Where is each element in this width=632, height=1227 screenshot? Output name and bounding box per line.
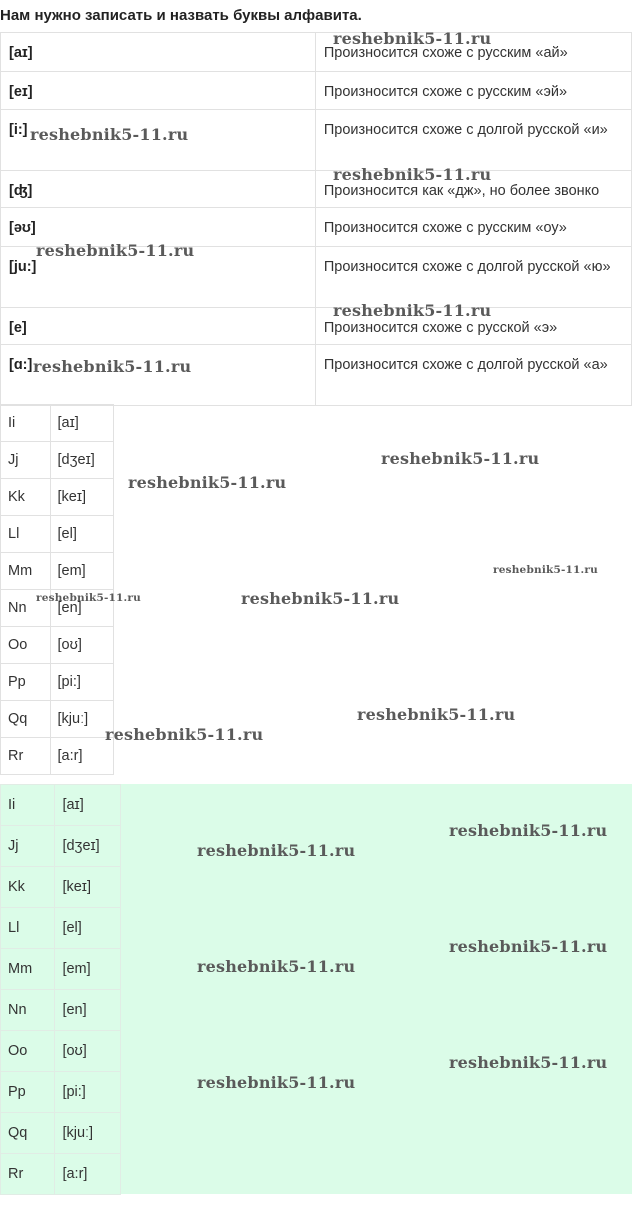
letters-table-plain: [0, 404, 114, 775]
sound-symbol: [aɪ]: [1, 33, 316, 72]
transcription-cell: [aɪ]: [55, 785, 121, 826]
transcription-cell: [aɪ]: [50, 405, 113, 442]
sound-description: Произносится схоже с русским «ай»: [315, 33, 631, 72]
table-row: [1, 949, 121, 990]
transcription-cell: [em]: [55, 949, 121, 990]
watermark: reshebnik5-11.ru: [36, 592, 141, 604]
watermark: reshebnik5-11.ru: [30, 125, 189, 144]
sound-description: Произносится схоже с долгой русской «ю»: [315, 247, 631, 308]
watermark: reshebnik5-11.ru: [449, 937, 608, 956]
table-row: [1, 867, 121, 908]
watermark: reshebnik5-11.ru: [333, 301, 492, 320]
transcription-cell: [pi:]: [50, 664, 113, 701]
table-row: [1, 701, 114, 738]
table-row: [1, 308, 632, 345]
sound-description: Произносится схоже с долгой русской «и»: [315, 110, 631, 171]
table-row: [1, 72, 632, 110]
watermark: reshebnik5-11.ru: [381, 449, 540, 468]
table-row: [1, 553, 114, 590]
watermark: reshebnik5-11.ru: [241, 589, 400, 608]
table-row: [1, 516, 114, 553]
sound-description: Произносится схоже с русским «эй»: [315, 72, 631, 110]
table-row: [1, 442, 114, 479]
watermark: reshebnik5-11.ru: [197, 957, 356, 976]
watermark: reshebnik5-11.ru: [36, 241, 195, 260]
letter-cell: Rr: [1, 738, 51, 775]
transcription-cell: [kjuː]: [55, 1113, 121, 1154]
letter-cell: Ii: [1, 785, 55, 826]
sound-symbol: [əʊ]: [1, 208, 316, 247]
letter-cell: Nn: [1, 590, 51, 627]
watermark: reshebnik5-11.ru: [197, 1073, 356, 1092]
letter-cell: Rr: [1, 1154, 55, 1195]
table-row: [1, 1154, 121, 1195]
letter-cell: Oo: [1, 627, 51, 664]
table-row: [1, 627, 114, 664]
letter-cell: Oo: [1, 1031, 55, 1072]
table-row: [1, 785, 121, 826]
letter-cell: Kk: [1, 867, 55, 908]
transcription-cell: [oʊ]: [50, 627, 113, 664]
watermark: reshebnik5-11.ru: [128, 473, 287, 492]
letter-cell: Mm: [1, 949, 55, 990]
transcription-cell: [a:r]: [55, 1154, 121, 1195]
watermark: reshebnik5-11.ru: [333, 29, 492, 48]
letter-cell: Jj: [1, 826, 55, 867]
sound-symbol: [ju:]: [1, 247, 316, 308]
letter-cell: Mm: [1, 553, 51, 590]
transcription-cell: [em]: [50, 553, 113, 590]
letter-cell: Pp: [1, 664, 51, 701]
page-heading: Нам нужно записать и назвать буквы алфавита.: [0, 7, 362, 24]
sound-description: Произносится схоже с долгой русской «а»: [315, 345, 631, 406]
sound-symbol: [ʤ]: [1, 171, 316, 208]
table-row: [1, 990, 121, 1031]
sound-description: Произносится схоже с русской «э»: [315, 308, 631, 345]
transcription-cell: [dʒeɪ]: [50, 442, 113, 479]
watermark: reshebnik5-11.ru: [357, 705, 516, 724]
watermark: reshebnik5-11.ru: [449, 821, 608, 840]
table-row: [1, 664, 114, 701]
table-row: [1, 171, 632, 208]
transcription-cell: [a:r]: [50, 738, 113, 775]
table-row: [1, 1113, 121, 1154]
transcription-cell: [el]: [55, 908, 121, 949]
sound-description: Произносится схоже с русским «оу»: [315, 208, 631, 247]
table-row: [1, 826, 121, 867]
table-row: [1, 405, 114, 442]
letter-cell: Ll: [1, 908, 55, 949]
table-row: [1, 1031, 121, 1072]
table-row: [1, 1072, 121, 1113]
letter-cell: Kk: [1, 479, 51, 516]
watermark: reshebnik5-11.ru: [493, 564, 598, 576]
watermark: reshebnik5-11.ru: [449, 1053, 608, 1072]
letter-cell: Ll: [1, 516, 51, 553]
letter-cell: Qq: [1, 701, 51, 738]
sound-description: Произносится как «дж», но более звонко: [315, 171, 631, 208]
letter-cell: Nn: [1, 990, 55, 1031]
table-row: [1, 738, 114, 775]
sound-symbol: [e]: [1, 308, 316, 345]
transcription-cell: [keɪ]: [55, 867, 121, 908]
transcription-cell: [el]: [50, 516, 113, 553]
watermark: reshebnik5-11.ru: [33, 357, 192, 376]
transcription-cell: [en]: [50, 590, 113, 627]
sound-symbol: [ɑ:]: [1, 345, 316, 406]
transcription-cell: [en]: [55, 990, 121, 1031]
transcription-cell: [keɪ]: [50, 479, 113, 516]
letters-table-highlighted: [0, 784, 121, 1195]
letter-cell: Jj: [1, 442, 51, 479]
watermark: reshebnik5-11.ru: [105, 725, 264, 744]
watermark: reshebnik5-11.ru: [333, 165, 492, 184]
letter-cell: Ii: [1, 405, 51, 442]
transcription-cell: [pi:]: [55, 1072, 121, 1113]
transcription-cell: [dʒeɪ]: [55, 826, 121, 867]
letter-cell: Qq: [1, 1113, 55, 1154]
transcription-cell: [kjuː]: [50, 701, 113, 738]
table-row: [1, 908, 121, 949]
table-row: [1, 479, 114, 516]
sound-symbol: [eɪ]: [1, 72, 316, 110]
transcription-cell: [oʊ]: [55, 1031, 121, 1072]
sounds-table: [0, 32, 632, 406]
watermark: reshebnik5-11.ru: [197, 841, 356, 860]
sound-symbol: [i:]: [1, 110, 316, 171]
table-row: [1, 33, 632, 72]
letter-cell: Pp: [1, 1072, 55, 1113]
